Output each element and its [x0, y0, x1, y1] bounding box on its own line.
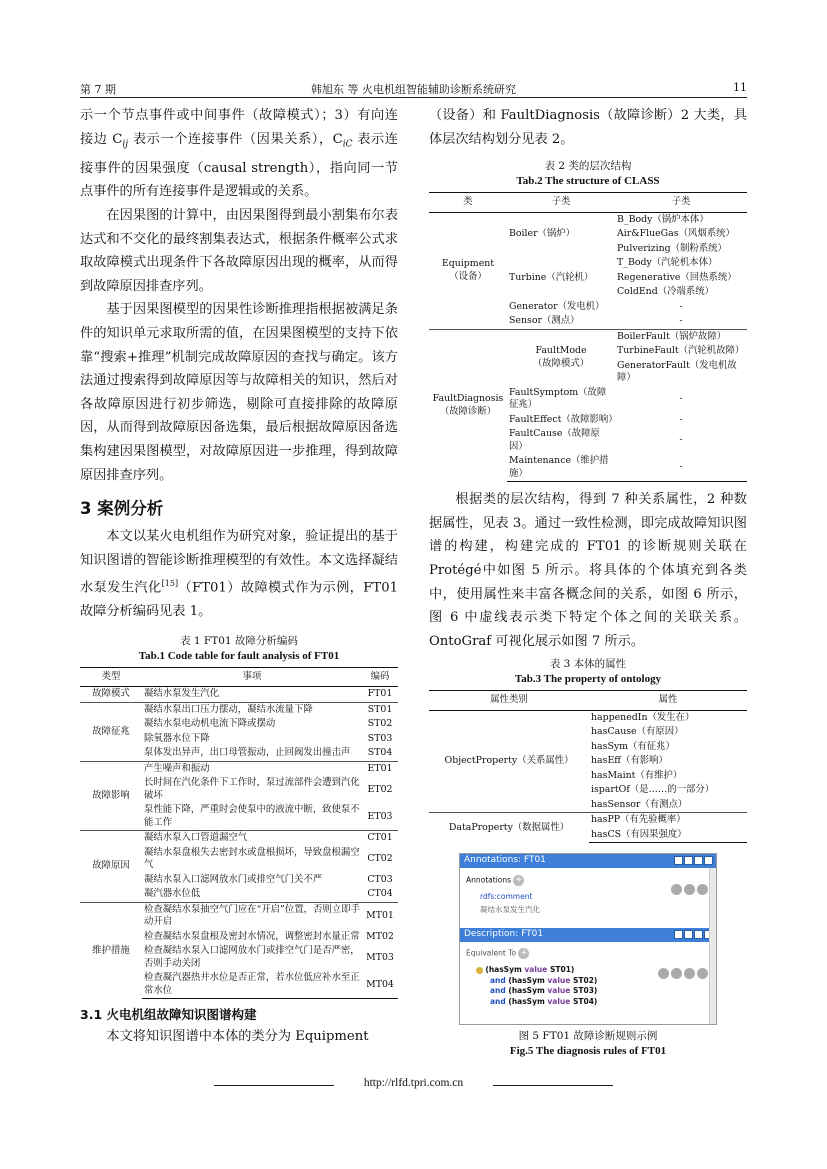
table-row	[80, 687, 398, 703]
table-cell: hasSensor（有测点）	[591, 798, 688, 810]
table3-caption: 表 3 本体的属性 Tab.3 The property of ontology	[514, 658, 662, 686]
figure5-caption: 图 5 FT01 故障诊断规则示例 Fig.5 The diagnosis rules of FT01	[509, 1030, 667, 1058]
table-cell: Generator（发电机）	[509, 300, 605, 312]
delete-icon[interactable]	[684, 968, 695, 979]
table-cell: 维护措施	[80, 902, 142, 999]
edit-icon[interactable]	[697, 968, 708, 979]
paragraph: 在因果图的计算中，由因果图得到最小割集布尔表达式和不交化的最终割集表达式，根据条件概率公式求取故障模式出现条件下各故障原因出现的概率，从而得到故障原因排查序列。	[80, 208, 398, 294]
table-cell: CT04	[367, 888, 393, 900]
table-header: 属性	[589, 691, 747, 711]
delete-icon[interactable]	[684, 884, 695, 895]
table-cell: hasPP（有先验概率）	[589, 813, 747, 828]
table-cell: BoilerFault（锅炉故障）	[615, 329, 747, 344]
table1-caption: 表 1 FT01 故障分析编码 Tab.1 Code table for fault analysis of FT01	[138, 634, 340, 662]
table-cell: -	[679, 300, 683, 312]
table-cell: MT03	[366, 951, 394, 963]
table-cell: Turbine（汽轮机）	[509, 271, 594, 283]
panel-button-icon[interactable]	[674, 930, 683, 939]
table-cell: 凝结水泵发生汽化	[142, 687, 362, 703]
table-row	[80, 902, 398, 930]
table-cell: 故障征兆	[80, 702, 142, 761]
table-cell: 凝结水泵电动机电流下降或摆动	[144, 718, 276, 730]
table-cell: ObjectProperty（关系属性）	[444, 755, 574, 767]
explain-icon[interactable]	[658, 968, 669, 979]
table-cell: CT03	[367, 873, 393, 885]
table-cell: CT02	[367, 853, 393, 865]
table-cell: TurbineFault（汽轮机故障）	[617, 345, 745, 357]
edit-icon[interactable]	[697, 884, 708, 895]
table-cell: Boiler（锅炉）	[509, 228, 576, 240]
table-cell: CT01	[362, 831, 398, 846]
table-cell: 故障原因	[80, 831, 142, 903]
class-icon	[476, 967, 483, 974]
annotate-icon[interactable]	[671, 884, 682, 895]
page-number: 11	[733, 81, 747, 94]
left-column	[80, 104, 398, 1049]
table-header: 属性类别	[429, 691, 589, 711]
table-cell: 产生噪声和振动	[142, 761, 362, 776]
table-cell: Pulverizing（制粉系统）	[617, 242, 727, 254]
description-panel-header: Description: FT01	[460, 928, 716, 942]
table2-caption: 表 2 类的层次结构 Tab.2 The structure of CLASS	[516, 160, 660, 188]
table-cell: FaultDiagnosis （故障诊断）	[429, 329, 507, 482]
table-cell: ST02	[367, 718, 393, 730]
table-cell: B_Body（锅炉本体）	[617, 213, 709, 225]
table-cell: 凝结水泵出口压力摆动，凝结水流量下降	[142, 702, 362, 717]
table-cell: Maintenance（维护措施）	[507, 454, 615, 482]
table-cell: Equipment （设备）	[441, 258, 495, 282]
table-cell: Regenerative（回热系统）	[617, 271, 737, 283]
table-row	[80, 761, 398, 776]
table-header: 类	[429, 193, 507, 213]
table-cell: 除氧器水位下降	[144, 732, 210, 744]
table-cell: ispartOf（是……的一部分）	[591, 784, 715, 796]
table-cell: T_Body（汽轮机本体）	[617, 257, 718, 269]
figure5-protege-screenshot	[459, 853, 717, 1025]
table-cell: 故障影响	[80, 761, 142, 831]
table-header: 编码	[362, 667, 398, 687]
header-authors-title: 韩旭东 等 火电机组智能辅助诊断系统研究	[311, 83, 516, 96]
table-cell: -	[615, 454, 747, 482]
table-cell: hasCause（有原因）	[591, 726, 684, 738]
scrollbar[interactable]	[709, 868, 716, 1024]
table-cell: 检查凝结水泵抽空气门应在“开启”位置，否则立即手动开启	[142, 902, 362, 930]
subsection-heading: 3.1 火电机组故障知识图谱构建	[80, 1007, 257, 1023]
panel-button-icon[interactable]	[694, 930, 703, 939]
table-row	[80, 831, 398, 846]
footer-rule	[493, 1085, 613, 1086]
table-cell: ET02	[367, 783, 393, 795]
table-cell: FaultMode （故障模式）	[507, 329, 615, 386]
table-cell: -	[679, 434, 683, 446]
table-cell: 凝结水泵入口滤网放水门或排空气门关不严	[144, 873, 323, 885]
table-cell: 检查凝汽器热井水位是否正常，若水位低应补水至正常水位	[142, 971, 362, 999]
annotate-icon[interactable]	[671, 968, 682, 979]
comment-value: 凝结水泵发生汽化	[480, 905, 540, 915]
table-cell: Air&FlueGas（风烟系统）	[617, 228, 735, 240]
page-footer	[0, 1077, 827, 1089]
table-cell: hasSym（有征兆）	[591, 740, 675, 752]
panel-button-icon[interactable]	[684, 856, 693, 865]
table-cell: MT04	[362, 971, 398, 999]
table-cell: hasCS（有因果强度）	[589, 828, 747, 843]
description-panel: Equivalent To + (hasSym value ST01) and (hasSym value ST02) and (hasSym value ST03) and (hasSym value ST04)	[460, 942, 716, 1010]
table-cell: -	[679, 315, 683, 327]
table-header: 子类	[507, 193, 615, 213]
table-cell: ColdEnd（冷端系统）	[617, 286, 714, 298]
equivalent-rule: (hasSym value ST01) and (hasSym value ST02) and (hasSym value ST03) and (hasSym value ST04)	[476, 965, 710, 1007]
table-cell: 凝结水泵盘根失去密封水或盘根损坏，导致盘根漏空气	[144, 846, 360, 871]
table-cell: FaultCause（故障原因）	[509, 428, 600, 452]
table-cell: ET03	[367, 810, 393, 822]
paragraph: 本文以某火电机组作为研究对象，验证提出的基于知识图谱的智能诊断推理模型的有效性。本文选择凝结水泵发生汽化[15]（FT01）故障模式作为示例，FT01 故障分析编码见表 1。	[80, 529, 399, 620]
annotations-panel-header: Annotations: FT01	[460, 854, 716, 868]
table-cell: MT02	[366, 930, 394, 942]
panel-button-icon[interactable]	[694, 856, 703, 865]
table-cell: FaultSymptom（故障征兆）	[509, 386, 607, 411]
paragraph: 根据类的层次结构，得到 7 种关系属性，2 种数据属性，见表 3。通过一致性检测，即完成故障知识图谱的构建，构建完成的 FT01 的诊断规则关联在 Protégé中如图 5 所示。将具体的个体填充到各类中，使用属性来丰富各概念间的关系，如图 6 所示，图 6 中虚线表示类下特定个体之间的关联关系。OntoGraf 可视化展示如图 7 所示。	[429, 492, 747, 649]
paragraph: 本文将知识图谱中本体的类分为 Equipment	[106, 1029, 369, 1045]
table-cell: -	[679, 392, 683, 404]
annotations-panel: Annotations + rdfs:comment 凝结水泵发生汽化	[460, 868, 716, 928]
journal-url[interactable]: http://rlfd.tpri.com.cn	[363, 1077, 464, 1089]
table1	[80, 667, 398, 1000]
table-cell: 检查凝结水泵盘根及密封水情况，调整密封水量正常	[144, 930, 360, 942]
annotation-ops	[669, 884, 708, 897]
rdfs-comment-label: rdfs:comment	[480, 892, 533, 902]
panel-button-icon[interactable]	[704, 856, 713, 865]
table-cell: DataProperty（数据属性）	[429, 813, 589, 843]
table-cell: ST01	[362, 702, 398, 717]
table-cell: 凝汽器水位低	[144, 888, 201, 900]
table-cell: ST03	[367, 732, 393, 744]
table-cell: ST04	[367, 747, 393, 759]
table-cell: -	[679, 413, 683, 425]
table2	[429, 192, 747, 482]
running-header	[80, 80, 747, 98]
table-cell: FaultEffect（故障影响）	[509, 413, 618, 425]
panel-button-icon[interactable]	[684, 930, 693, 939]
table-header: 事项	[142, 667, 362, 687]
table-cell: 长时间在汽化条件下工作时，泵过流部件会遭到汽化破坏	[144, 777, 360, 801]
table-header: 类型	[80, 667, 142, 687]
rule-ops	[656, 968, 708, 981]
issue-number: 第 7 期	[80, 83, 116, 96]
table-cell: 故障模式	[80, 687, 142, 703]
table-row	[80, 702, 398, 717]
table-cell: 泵体发出异声，出口母管振动，止回阀发出撞击声	[144, 747, 351, 759]
table-cell: ET01	[362, 761, 398, 776]
right-column	[429, 104, 747, 1059]
table-cell: 泵性能下降，严重时会使泵中的液流中断，致使泵不能工作	[144, 804, 360, 828]
table-cell: Sensor（测点）	[509, 315, 580, 327]
table-cell: GeneratorFault（发电机故障）	[617, 359, 737, 384]
table-cell: hasEff（有影响）	[591, 755, 668, 767]
table-cell: 检查凝结水泵入口滤网放水门或排空气门是否严密，否则手动关闭	[144, 945, 360, 969]
paragraph: 示一个节点事件或中间事件（故障模式）；3）有向连接边 $C_{ij}$ 表示一个连接事件（因果关系），$C_{iC}$ 表示连接事件的因果强度（causal strength），指向同一节点事件的所有连接事件是逻辑或的关系。	[80, 108, 398, 200]
section-heading: 3 案例分析	[80, 499, 164, 519]
table-cell: happenedIn（发生在）	[591, 711, 695, 723]
add-equivalent-icon[interactable]: +	[520, 948, 528, 959]
footer-rule	[214, 1085, 334, 1086]
paragraph: 基于因果图模型的因果性诊断推理指根据被满足条件的知识单元求取所需的值，在因果图模型的支持下依靠“搜索+推理”机制完成故障原因的查找与确定。该方法通过搜索得到故障原因等与故障相关的知识，然后对各故障原因进行初步筛选，剔除可直接排除的故障原因，从而得到故障原因备选集，最后根据故障原因备选集构建因果图模型，对故障原因进一步推理，得到故障原因排查序列。	[80, 302, 398, 483]
paragraph: （设备）和 FaultDiagnosis（故障诊断）2 大类，具体层次结构划分见表 2。	[429, 108, 747, 147]
table3	[429, 690, 747, 843]
table-cell: MT01	[362, 902, 398, 930]
table-cell: FT01	[362, 687, 398, 703]
table-cell: hasMaint（有维护）	[591, 769, 683, 781]
table-cell: 凝结水泵入口管道漏空气	[142, 831, 362, 846]
add-annotation-icon[interactable]: +	[515, 875, 523, 886]
table-header: 子类	[615, 193, 747, 213]
panel-button-icon[interactable]	[674, 856, 683, 865]
